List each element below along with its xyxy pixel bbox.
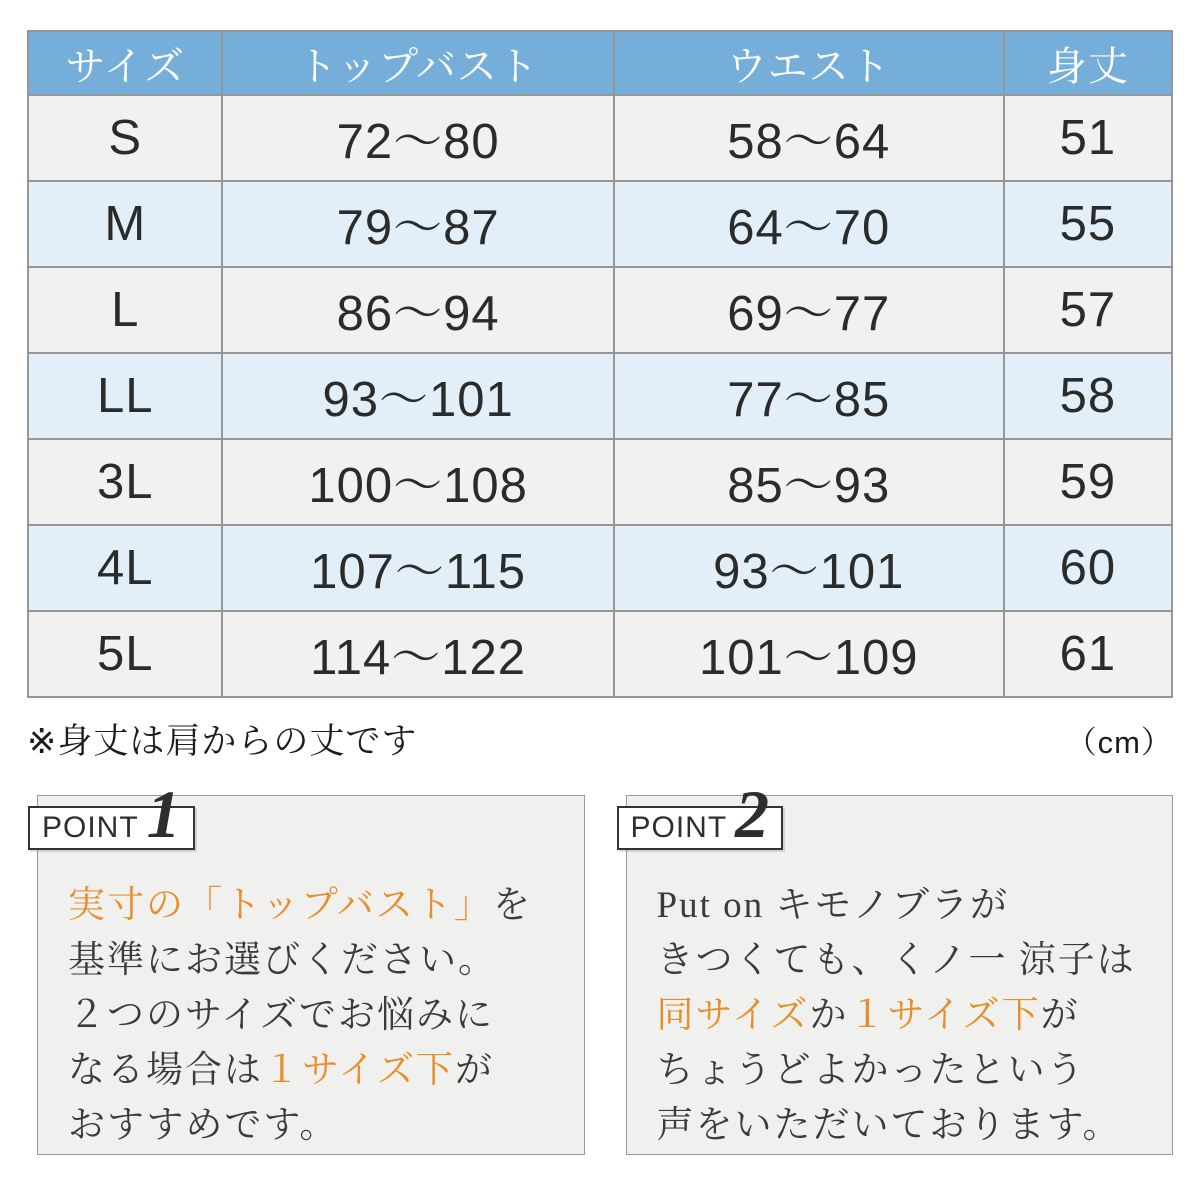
cell-length: 57 xyxy=(1004,267,1172,353)
accent-text: １サイズ下 xyxy=(263,1050,456,1091)
text-line xyxy=(68,1098,564,1153)
header-cell-waist: ウエスト xyxy=(614,31,1004,95)
cell-length: 61 xyxy=(1004,611,1172,697)
header-cell-top-bust: トップバスト xyxy=(222,31,613,95)
text-line xyxy=(657,988,1153,1043)
text-line xyxy=(68,1043,564,1098)
point-label-text: POINT xyxy=(630,811,728,844)
text-line xyxy=(657,1098,1153,1153)
cell-top-bust: 86〜94 xyxy=(222,267,613,353)
cell-top-bust: 79〜87 xyxy=(222,181,613,267)
cell-top-bust: 100〜108 xyxy=(222,439,613,525)
text-line xyxy=(657,1043,1153,1098)
body-text: ２つのサイズでお悩みに xyxy=(68,995,495,1036)
unit-label: （cm） xyxy=(1065,725,1173,760)
body-text: 基準にお選びください。 xyxy=(68,940,497,981)
cell-length: 55 xyxy=(1004,181,1172,267)
cell-length: 60 xyxy=(1004,525,1172,611)
length-note: ※身丈は肩からの丈です xyxy=(27,722,418,761)
point-1-label xyxy=(28,776,195,852)
point-2-number: 2 xyxy=(735,776,770,852)
cell-waist: 93〜101 xyxy=(614,525,1004,611)
cell-waist: 58〜64 xyxy=(614,95,1004,181)
table-row xyxy=(28,439,1172,525)
point-2-label xyxy=(617,776,784,852)
body-text: きつくても、くノ一 涼子は xyxy=(656,940,1136,981)
cell-top-bust: 114〜122 xyxy=(222,611,613,697)
cell-length: 58 xyxy=(1004,353,1172,439)
header-cell-length: 身丈 xyxy=(1004,31,1172,95)
cell-top-bust: 93〜101 xyxy=(222,353,613,439)
table-row xyxy=(28,353,1172,439)
cell-waist: 64〜70 xyxy=(614,181,1004,267)
body-text: おすすめです。 xyxy=(68,1105,339,1146)
cell-length: 51 xyxy=(1004,95,1172,181)
header-row xyxy=(28,31,1172,95)
table-row xyxy=(28,525,1172,611)
accent-text: 実寸の「トップバスト」 xyxy=(68,885,493,926)
body-text: が xyxy=(1040,995,1080,1036)
table-row xyxy=(28,95,1172,181)
cell-waist: 85〜93 xyxy=(614,439,1004,525)
text-line xyxy=(657,933,1153,988)
body-text: ちょうどよかったという xyxy=(656,1050,1086,1091)
cell-size: 4L xyxy=(28,525,222,611)
body-text: か xyxy=(809,995,849,1036)
body-text: Put on キモノブラが xyxy=(656,885,1009,926)
accent-text: 同サイズ xyxy=(656,995,810,1036)
cell-size: LL xyxy=(28,353,222,439)
cell-waist: 101〜109 xyxy=(614,611,1004,697)
point-1-text xyxy=(68,878,564,1153)
cell-waist: 77〜85 xyxy=(614,353,1004,439)
cell-size: 3L xyxy=(28,439,222,525)
text-line xyxy=(68,878,564,933)
point-1-number: 1 xyxy=(146,776,181,852)
accent-text: １サイズ下 xyxy=(848,995,1041,1036)
cell-size: L xyxy=(28,267,222,353)
table-row xyxy=(28,267,1172,353)
cell-size: M xyxy=(28,181,222,267)
body-text: なる場合は xyxy=(68,1050,263,1091)
cell-size: S xyxy=(28,95,222,181)
cell-top-bust: 107〜115 xyxy=(222,525,613,611)
text-line xyxy=(68,988,564,1043)
body-text: 声をいただいております。 xyxy=(656,1105,1122,1146)
points-row xyxy=(27,776,1173,1155)
cell-top-bust: 72〜80 xyxy=(222,95,613,181)
size-chart-table xyxy=(27,30,1173,698)
header-cell-size: サイズ xyxy=(28,31,222,95)
cell-waist: 69〜77 xyxy=(614,267,1004,353)
point-label-text: POINT xyxy=(42,811,139,844)
footnote-row xyxy=(27,714,1173,764)
body-text: を xyxy=(492,885,532,926)
table-row xyxy=(28,611,1172,697)
point-box-1 xyxy=(37,776,585,1155)
table-row xyxy=(28,181,1172,267)
text-line xyxy=(68,933,564,988)
size-chart-body xyxy=(28,95,1172,697)
point-box-2 xyxy=(626,776,1174,1155)
text-line xyxy=(657,878,1153,933)
cell-size: 5L xyxy=(28,611,222,697)
body-text: が xyxy=(455,1050,495,1091)
point-2-text xyxy=(657,878,1153,1153)
cell-length: 59 xyxy=(1004,439,1172,525)
